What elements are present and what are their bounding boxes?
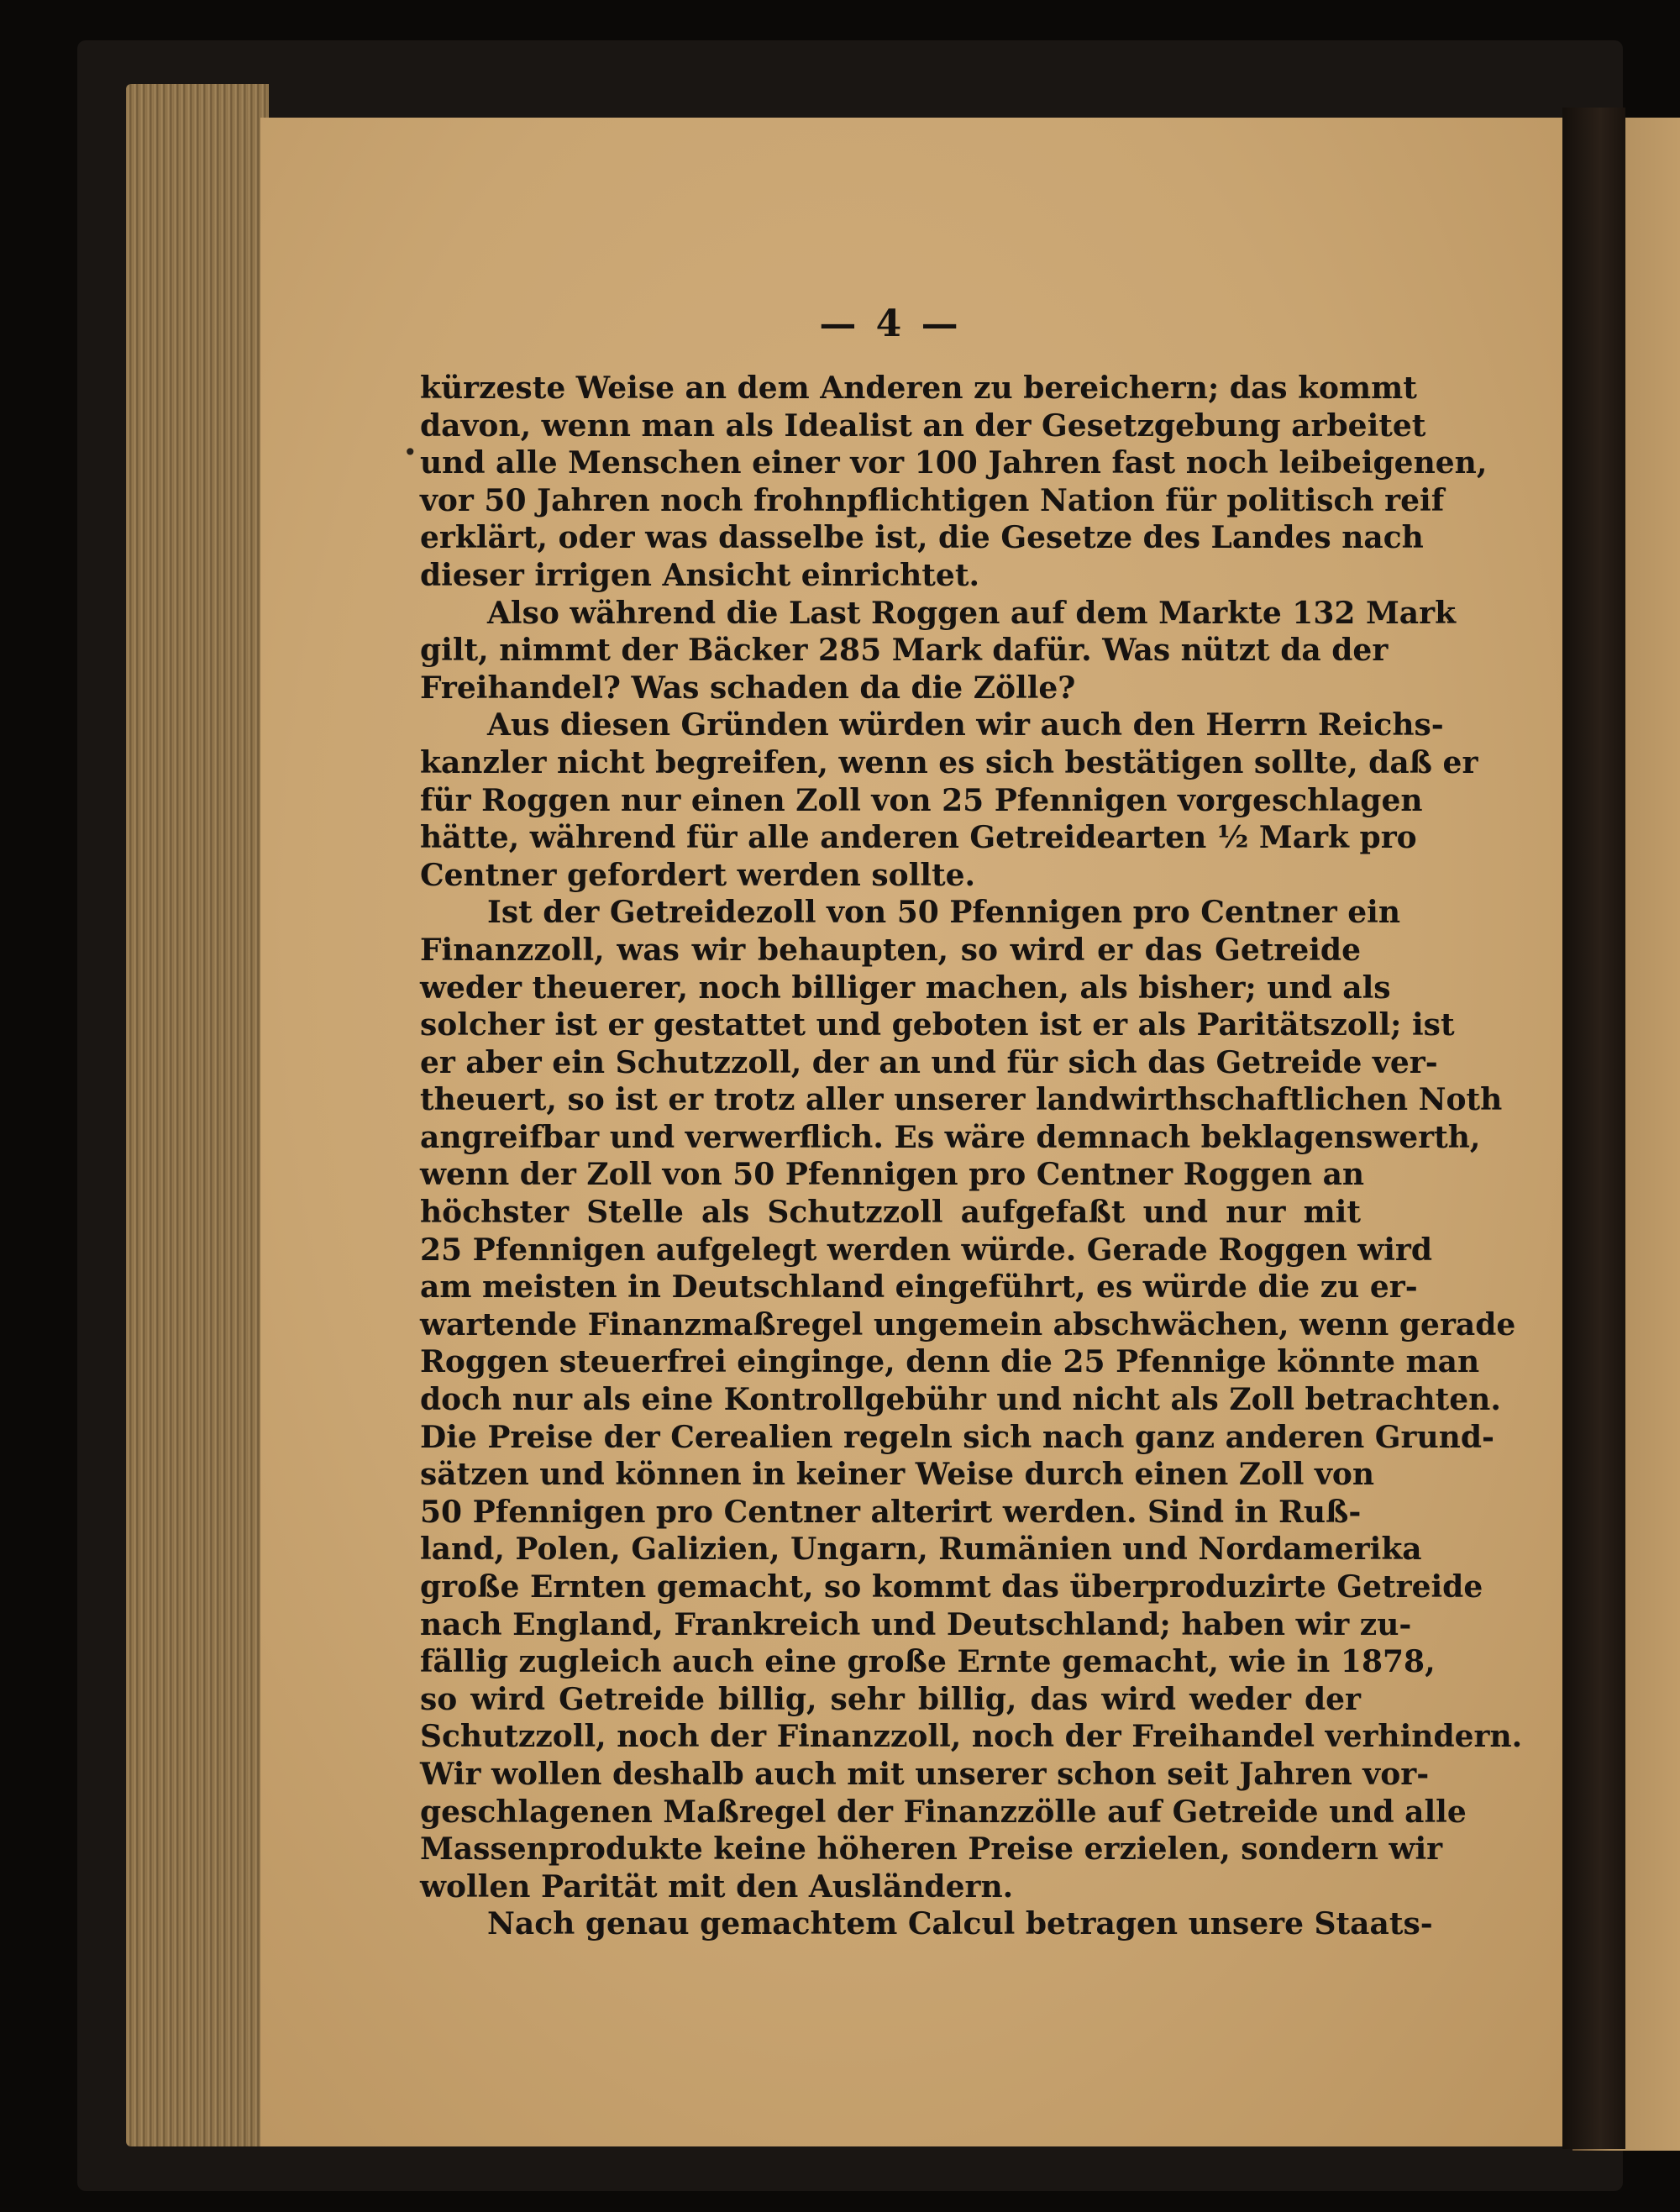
text-line: sätzen und können in keiner Weise durch einen Zoll von [420, 1457, 1375, 1493]
text-line: vor 50 Jahren noch frohnpflichtigen Nation für politisch reif [420, 482, 1445, 518]
text-line: Ist der Getreidezoll von 50 Pfennigen pro Centner ein [487, 895, 1400, 931]
text-line: Finanzzoll, was wir behaupten, so wird er das Getreide [420, 932, 1361, 968]
text-line: dieser irrigen Ansicht einrichtet. [420, 557, 979, 593]
text-line: höchster Stelle als Schutzzoll aufgefaßt und nur mit [420, 1195, 1361, 1231]
text-line: gilt, nimmt der Bäcker 285 Mark dafür. Was nützt da der [420, 633, 1389, 669]
text-line: solcher ist er gestattet und geboten ist er als Paritätszoll; ist [420, 1007, 1455, 1043]
text-line: Freihandel? Was schaden da die Zölle? [420, 670, 1076, 706]
text-line: und alle Menschen einer vor 100 Jahren fast noch leibeigenen, [420, 445, 1488, 481]
text-line: Die Preise der Cerealien regeln sich nach ganz anderen Grund- [420, 1419, 1494, 1455]
text-line: land, Polen, Galizien, Ungarn, Rumänien und Nordamerika [420, 1532, 1422, 1568]
text-line: weder theuerer, noch billiger machen, als bisher; und als [420, 969, 1391, 1006]
text-line: Wir wollen deshalb auch mit unserer schon seit Jahren vor- [420, 1756, 1430, 1792]
text-line: für Roggen nur einen Zoll von 25 Pfennigen vorgeschlagen [420, 782, 1423, 818]
page-stack-edge [126, 84, 269, 2146]
text-line: doch nur als eine Kontrollgebühr und nicht als Zoll betrachten. [420, 1382, 1501, 1418]
text-line: Massenprodukte keine höheren Preise erzielen, sondern wir [420, 1831, 1443, 1868]
text-line: angreifbar und verwerflich. Es wäre demnach beklagenswerth, [420, 1119, 1481, 1155]
text-line: 25 Pfennigen aufgelegt werden würde. Gerade Roggen wird [420, 1232, 1433, 1268]
text-line: große Ernten gemacht, so kommt das überproduzirte Getreide [420, 1569, 1483, 1605]
text-line: Aus diesen Gründen würden wir auch den Herrn Reichs- [487, 707, 1444, 743]
text-line: erklärt, oder was dasselbe ist, die Gesetze des Landes nach [420, 520, 1424, 556]
page-header-number: — 4 — [819, 302, 962, 345]
text-line: wollen Parität mit den Ausländern. [420, 1868, 1014, 1905]
page-body-text [420, 370, 1523, 1943]
text-line: 50 Pfennigen pro Centner alterirt werden. Sind in Ruß- [420, 1494, 1362, 1530]
text-line: kanzler nicht begreifen, wenn es sich bestätigen sollte, daß er [420, 744, 1478, 780]
text-line: Centner gefordert werden sollte. [420, 857, 976, 893]
text-line: fällig zugleich auch eine große Ernte gemacht, wie in 1878, [420, 1644, 1436, 1680]
text-line: davon, wenn man als Idealist an der Gesetzgebung arbeitet [420, 407, 1426, 444]
book-gutter [1562, 108, 1625, 2149]
text-line: Schutzzoll, noch der Finanzzoll, noch der Freihandel verhindern. [420, 1719, 1523, 1755]
text-line: hätte, während für alle anderen Getreidearten ½ Mark pro [420, 820, 1417, 856]
text-line: kürzeste Weise an dem Anderen zu bereichern; das kommt [420, 370, 1417, 406]
text-line: er aber ein Schutzzoll, der an und für sich das Getreide ver- [420, 1044, 1438, 1080]
text-line: Nach genau gemachtem Calcul betragen unsere Staats- [487, 1906, 1433, 1942]
margin-dot: • [403, 439, 417, 466]
text-line: nach England, Frankreich und Deutschland; haben wir zu- [420, 1606, 1412, 1642]
text-line: geschlagenen Maßregel der Finanzzölle auf Getreide und alle [420, 1794, 1467, 1830]
text-line: Roggen steuerfrei einginge, denn die 25 Pfennige könnte man [420, 1344, 1480, 1380]
text-line: Also während die Last Roggen auf dem Markte 132 Mark [487, 595, 1457, 631]
text-line: wartende Finanzmaßregel ungemein abschwächen, wenn gerade [420, 1306, 1516, 1342]
text-line: wenn der Zoll von 50 Pfennigen pro Centner Roggen an [420, 1157, 1365, 1193]
text-line: am meisten in Deutschland eingeführt, es würde die zu er- [420, 1269, 1418, 1306]
text-line: so wird Getreide billig, sehr billig, das wird weder der [420, 1681, 1361, 1717]
text-line: theuert, so ist er trotz aller unserer landwirthschaftlichen Noth [420, 1082, 1503, 1118]
